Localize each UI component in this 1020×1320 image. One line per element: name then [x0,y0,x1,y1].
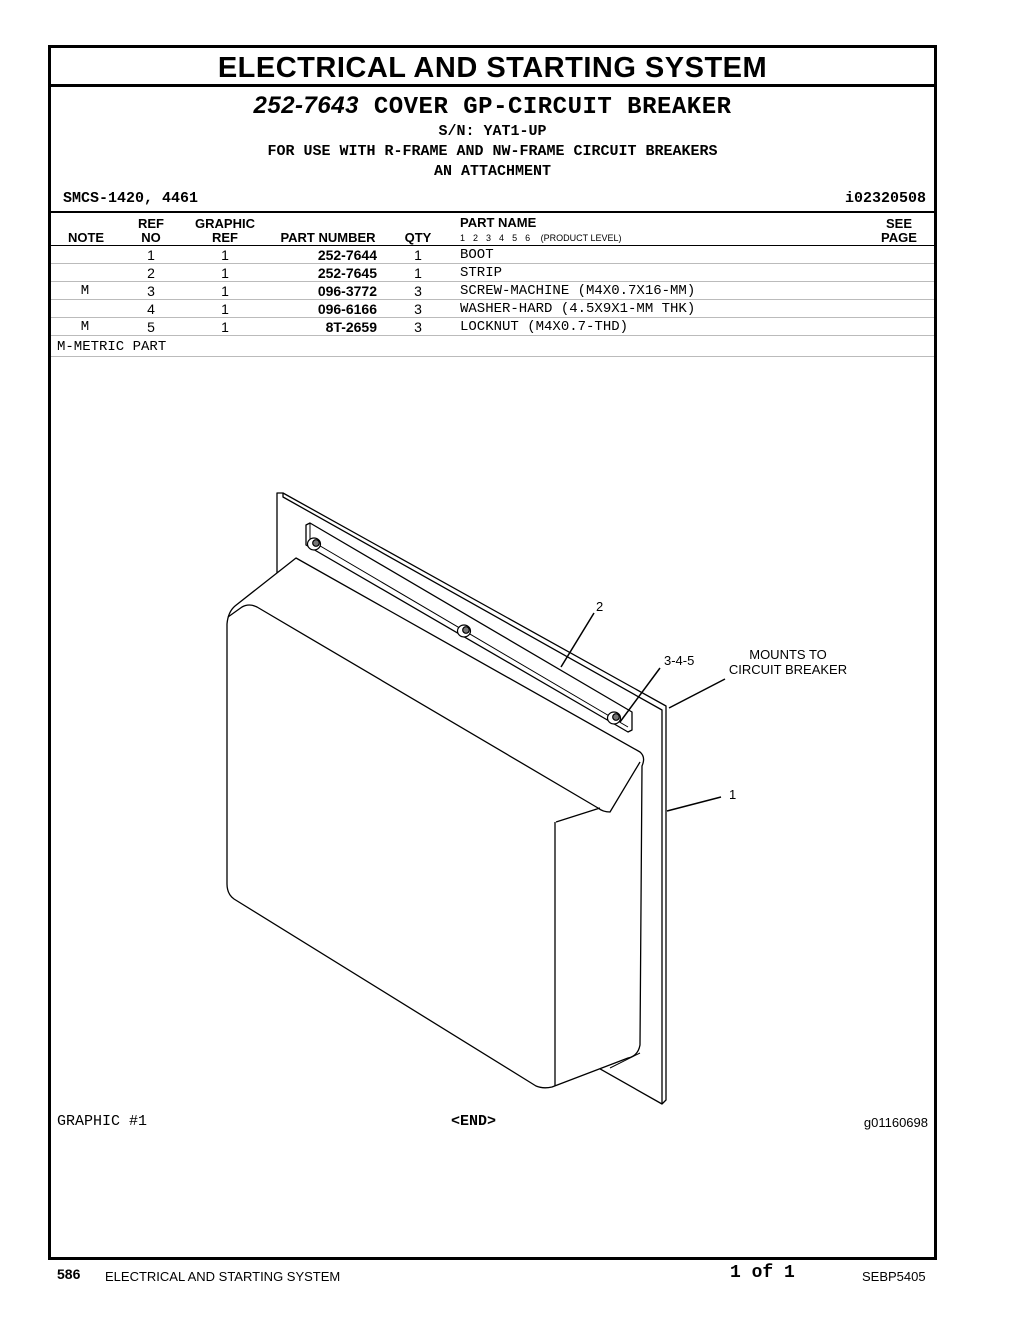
col-qty: QTY [404,230,432,245]
col-part-number: PART NUMBER [280,230,376,245]
callout-fasteners: 3-4-5 [664,653,695,668]
end-marker: <END> [451,1113,497,1130]
graphic-id: g01160698 [863,1115,928,1130]
serial-range: S/N: YAT1-UP [438,123,547,140]
group-part-number: 252-7643 [253,92,359,119]
smcs-code: SMCS-1420, 4461 [63,190,199,207]
table-row: M 3 1 096-3772 3 SCREW-MACHINE (M4X0.7X16-MM) [51,281,934,300]
leader-boot [667,797,721,811]
metric-note: M-METRIC PART [57,339,167,355]
group-name: COVER GP-CIRCUIT BREAKER [373,94,732,121]
col-ref-no: REF NO [138,216,164,245]
attachment-type: AN ATTACHMENT [433,163,552,180]
col-graphic-ref: GRAPHIC REF [195,216,255,245]
illustration-id: i02320508 [844,190,926,207]
col-part-name: PART NAME [460,215,537,230]
callout-mount-line2: CIRCUIT BREAKER [728,662,848,677]
usage-note: FOR USE WITH R-FRAME AND NW-FRAME CIRCUIT BREAKERS [267,143,718,160]
callout-strip: 2 [596,599,604,614]
table-row: 2 1 252-7645 1 STRIP [51,263,934,282]
col-see-page: SEE PAGE [881,216,917,245]
product-level-label: (PRODUCT LEVEL) [540,233,622,243]
screw-head-middle [458,625,471,637]
product-levels: 1 2 3 4 5 6 (PRODUCT LEVEL) [460,233,622,243]
leader-mount [669,679,725,708]
document-number: SEBP5405 [862,1269,926,1284]
section-title: ELECTRICAL AND STARTING SYSTEM [51,48,934,87]
table-row: 1 1 252-7644 1 BOOT [51,245,934,264]
callout-boot: 1 [729,787,737,802]
table-row: 4 1 096-6166 3 WASHER-HARD (4.5X9X1-MM THK) [51,299,934,318]
screw-head-left [308,538,321,550]
col-note: NOTE [67,230,105,245]
callout-mount-line1: MOUNTS TO [749,647,827,662]
table-row: M 5 1 8T-2659 3 LOCKNUT (M4X0.7-THD) [51,317,934,336]
screw-head-right [608,712,621,724]
boot-body [227,558,644,1088]
footer-section: ELECTRICAL AND STARTING SYSTEM [105,1269,341,1284]
page-number: 586 [57,1266,81,1282]
page-of: 1 of 1 [730,1263,795,1283]
graphic-label: GRAPHIC #1 [57,1113,148,1130]
